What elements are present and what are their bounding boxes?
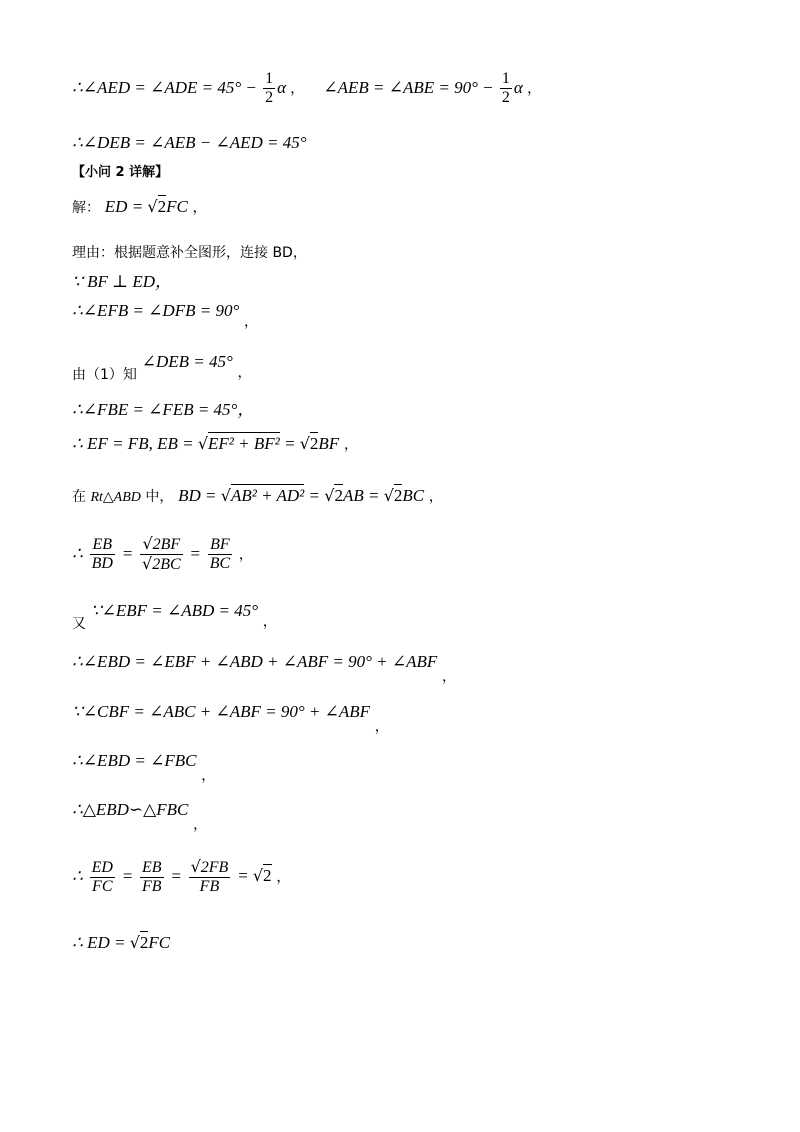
fraction: $\frac{√2FB}{FB}$ [190, 857, 229, 896]
line-19: ∴ ED = √2FC [72, 933, 171, 952]
line-12: ∴ $\frac{EB}{BD}$ = $\frac{√2BF}{√2BC}$ = $\frac{BF}{BC}$ ， [72, 534, 253, 574]
line-16: ∴∠EBD = ∠FBC ， [72, 751, 216, 784]
sqrt: √2 [147, 197, 167, 216]
line-15: ∵∠CBF = ∠ABC + ∠ABF = 90° + ∠ABF ， [72, 702, 389, 735]
line-5: 理由：根据题意补全图形，连接 BD， [72, 245, 307, 261]
line-13: 又 ∵∠EBF = ∠ABD = 45° ， [72, 601, 277, 632]
eq-aed-ade: ∴∠AED = ∠ADE = 45° − $\frac{1}{2}$ α [72, 70, 287, 107]
line-18: ∴ $\frac{ED}{FC}$ = $\frac{EB}{FB}$ = $\frac{√2FB}{FB}$ = √2 ， [72, 857, 291, 896]
line-17: ∴△EBD∽△FBC ， [72, 800, 208, 833]
line-8: 由（1）知 ∠DEB = 45° ， [72, 352, 252, 383]
sqrt: √2 [299, 434, 319, 453]
line-9: ∴∠FBE = ∠FEB = 45°， [72, 400, 255, 419]
line-14: ∴∠EBD = ∠EBF + ∠ABD + ∠ABF = 90° + ∠ABF ， [72, 652, 457, 685]
line-1: ∴∠AED = ∠ADE = 45° − $\frac{1}{2}$ α ， ∠AEB = ∠ABE = 90° − $\frac{1}{2}$ α ， [72, 70, 542, 107]
eq-aeb-abe: ∠AEB = ∠ABE = 90° − $\frac{1}{2}$ α [323, 70, 523, 107]
fraction: $\frac{√2BF}{√2BC}$ [141, 534, 181, 574]
sqrt: √2 [252, 866, 272, 886]
line-2: ∴∠DEB = ∠AEB − ∠AED = 45° [72, 133, 307, 152]
sqrt: √2 [129, 933, 149, 952]
line-4: 解： ED = √2FC ， [72, 197, 207, 216]
section-title: 【小问 2 详解】 [72, 165, 169, 180]
line-6: ∵ BF ⊥ ED， [72, 272, 172, 291]
sqrt: √EF² + BF² [197, 434, 280, 453]
sqrt: √AB² + AD² [220, 486, 305, 505]
fraction: $\frac{ED}{FC}$ [91, 858, 113, 895]
line-10: ∴ EF = FB, EB = √EF² + BF² = √2BF ， [72, 434, 358, 453]
line-7: ∴∠EFB = ∠DFB = 90° ， [72, 301, 259, 330]
fraction-half: $\frac{1}{2}$ [265, 70, 274, 107]
sqrt: √2 [324, 486, 343, 505]
fraction-half: $\frac{1}{2}$ [501, 70, 510, 107]
fraction: $\frac{EB}{BD}$ [91, 536, 113, 573]
line-11: 在 Rt△ABD 中， BD = √AB² + AD² = √2AB = √2BC ， [72, 486, 443, 505]
sqrt: √2 [383, 486, 403, 505]
fraction: $\frac{BF}{BC}$ [209, 536, 231, 573]
fraction: $\frac{EB}{FB}$ [141, 858, 162, 895]
